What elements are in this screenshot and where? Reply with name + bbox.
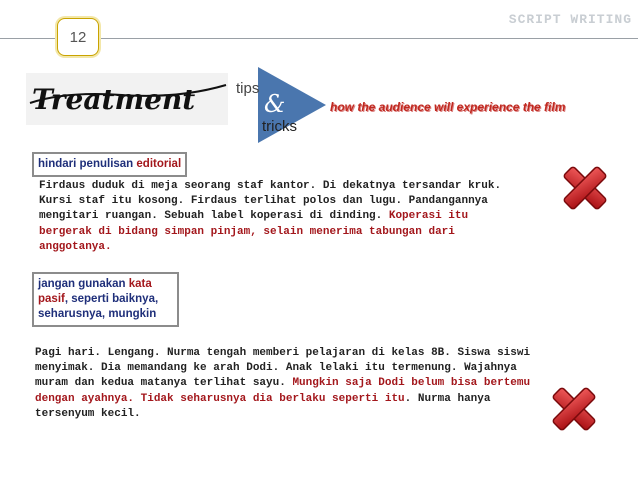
passive-highlight: Mungkin saja Dodi belum bisa bertemu dengan ayahnya. Tidak seharusnya dia berlaku seperti itu: [35, 377, 531, 405]
rule-avoid-editorial: hindari penulisan editorial: [32, 152, 187, 177]
svg-text:&: &: [264, 90, 286, 118]
page-header-title: SCRIPT WRITING: [508, 12, 632, 27]
page-number-badge: [57, 18, 99, 56]
red-x-icon: [549, 384, 599, 434]
treatment-logo: [26, 73, 228, 125]
editorial-highlight: Koperasi itu bergerak di bidang simpan pinjam, selain menerima tabungan dari anggotanya.: [39, 210, 469, 253]
example-paragraph-editorial: Firdaus duduk di meja seorang staf kantor. Di dekatnya tersandar kruk. Kursi staf itu kosong. Firdaus terlihat polos dan lugu. Pandangannya mengitari ruangan. Sebuah label koperasi di dinding. Koperasi itu bergerak di bidang simpan pinjam, selain menerima tabungan dari anggotanya.: [39, 180, 502, 253]
rule-avoid-passive: jangan gunakan kata pasif, seperti baiknya, seharusnya, mungkin: [32, 272, 179, 327]
treatment-word: Treatment: [32, 83, 196, 116]
svg-text:tricks: tricks: [262, 118, 297, 135]
page-number: 12: [69, 28, 87, 46]
tagline: how the audience will experience the film: [330, 100, 566, 114]
red-x-icon: [560, 163, 610, 213]
example-paragraph-passive: Pagi hari. Lengang. Nurma tengah memberi pelajaran di kelas 8B. Siswa siswi menyimak. Dia memandang ke arah Dodi. Anak lelaki itu termenung. Wajahnya muram dan kedua matanya terlihat sayu. Mungkin saja Dodi belum bisa bertemu dengan ayahnya. Tidak seharusnya dia berlaku seperti itu. Nurma hanya tersenyum kecil.: [35, 347, 531, 420]
svg-text:tips: tips: [236, 80, 260, 97]
tips-and-tricks-logo: [236, 67, 326, 143]
